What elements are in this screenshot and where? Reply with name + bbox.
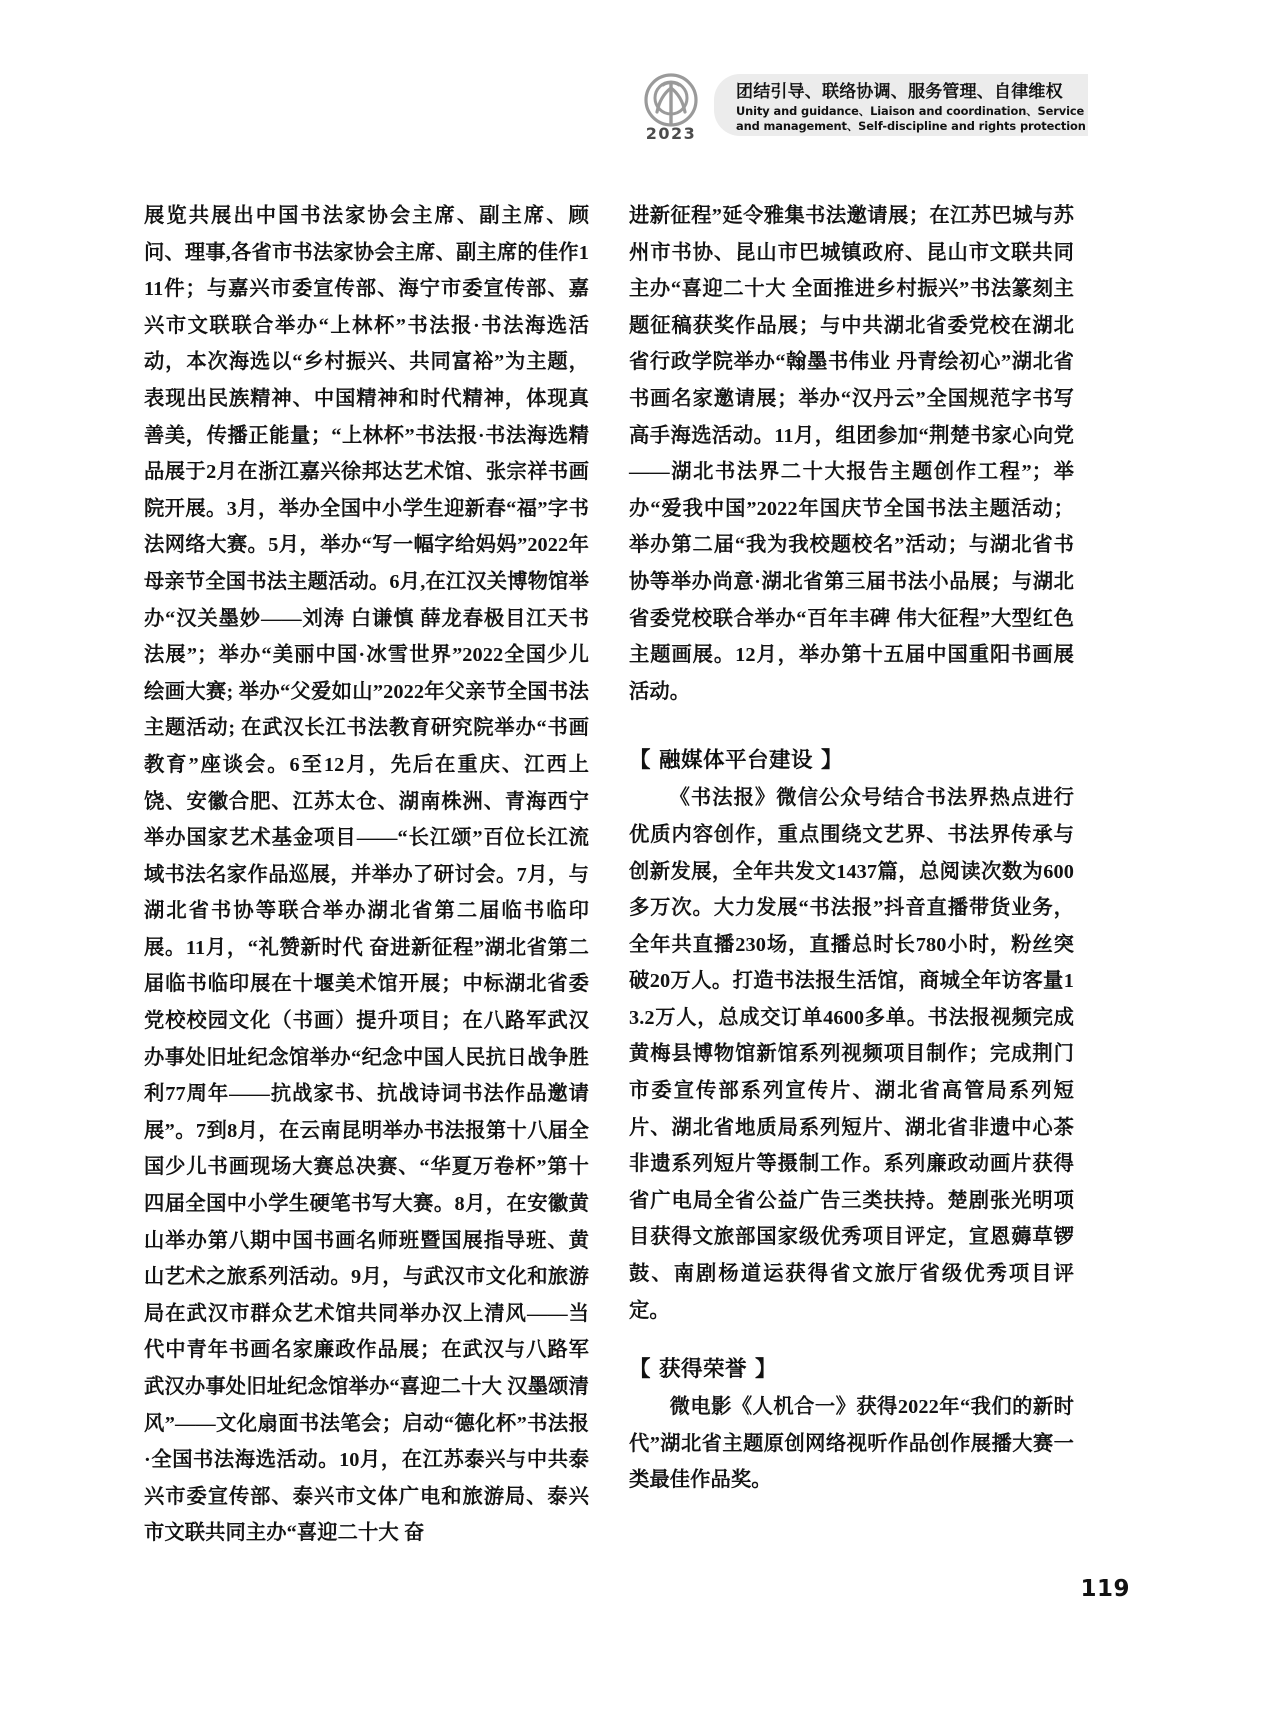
section-heading-media-platform: 【 融媒体平台建设 】: [629, 748, 843, 774]
page-number: 119: [1080, 1576, 1130, 1602]
section-heading-honors: 【 获得荣誉 】: [629, 1357, 777, 1383]
right-column: [629, 198, 1074, 1518]
left-column: [144, 198, 589, 1545]
section-paragraph-media-platform: 《书法报》微信公众号结合书法界热点进行优质内容创作，重点围绕文艺界、书法界传承与创新发展，全年共发文1437篇，总阅读次数为600多万次。大力发展“书法报”抖音直播带货业务，全年共直播230场，直播总时长780小时，粉丝突破20万人。打造书法报生活馆，商城全年访客量13.2万人，总成交订单4600多单。书法报视频完成黄梅县博物馆新馆系列视频项目制作；完成荆门市委宣传部系列宣传片、湖北省高管局系列短片、湖北省地质局系列短片、湖北省非遗中心茶非遗系列短片等摄制工作。系列廉政动画片获得省广电局全省公益广告三类扶持。楚剧张光明项目获得文旅部国家级优秀项目评定，宣恩薅草锣鼓、南剧杨道运获得省文旅厅省级优秀项目评定。: [629, 787, 1074, 1322]
header-slogan-banner: [714, 74, 1088, 136]
header-logo: [628, 74, 714, 150]
slogan-chinese: 团结引导、联络协调、服务管理、自律维权: [736, 82, 1063, 102]
two-column-body: [144, 198, 1074, 1545]
right-column-continued-paragraph: 进新征程”延令雅集书法邀请展；在江苏巴城与苏州市书协、昆山市巴城镇政府、昆山市文联共同主办“喜迎二十大 全面推进乡村振兴”书法篆刻主题征稿获奖作品展；与中共湖北省委党校在湖北省行政学院举办“翰墨书伟业 丹青绘初心”湖北省书画名家邀请展；举办“汉丹云”全国规范字书写高手海选活动。11月，组团参加“荆楚书家心向党——湖北书法界二十大报告主题创作工程”；举办“爱我中国”2022年国庆节全国书法主题活动；举办第二届“我为我校题校名”活动；与湖北省书协等举办尚意·湖北省第三届书法小品展；与湖北省委党校联合举办“百年丰碑 伟大征程”大型红色主题画展。12月，举办第十五届中国重阳书画展活动。: [629, 205, 1074, 703]
left-column-paragraph: 展览共展出中国书法家协会主席、副主席、顾问、理事,各省市书法家协会主席、副主席的佳作111件；与嘉兴市委宣传部、海宁市委宣传部、嘉兴市文联联合举办“上林杯”书法报·书法海选活动，本次海选以“乡村振兴、共同富裕”为主题，表现出民族精神、中国精神和时代精神，体现真善美，传播正能量；“上林杯”书法报·书法海选精品展于2月在浙江嘉兴徐邦达艺术馆、张宗祥书画院开展。3月，举办全国中小学生迎新春“福”字书法网络大赛。5月，举办“写一幅字给妈妈”2022年母亲节全国书法主题活动。6月,在江汉关博物馆举办“汉关墨妙——刘涛 白谦慎 薛龙春极目江天书法展”；举办“美丽中国·冰雪世界”2022全国少儿绘画大赛; 举办“父爱如山”2022年父亲节全国书法主题活动; 在武汉长江书法教育研究院举办“书画教育”座谈会。6至12月，先后在重庆、江西上饶、安徽合肥、江苏太仓、湖南株洲、青海西宁举办国家艺术基金项目——“长江颂”百位长江流域书法名家作品巡展，并举办了研讨会。7月，与湖北省书协等联合举办湖北省第二届临书临印展。11月，“礼赞新时代 奋进新征程”湖北省第二届临书临印展在十堰美术馆开展；中标湖北省委党校校园文化（书画）提升项目；在八路军武汉办事处旧址纪念馆举办“纪念中国人民抗日战争胜利77周年——抗战家书、抗战诗词书法作品邀请展”。7到8月，在云南昆明举办书法报第十八届全国少儿书画现场大赛总决赛、“华夏万卷杯”第十四届全国中小学生硬笔书写大赛。8月，在安徽黄山举办第八期中国书画名师班暨国展指导班、黄山艺术之旅系列活动。9月，与武汉市文化和旅游局在武汉市群众艺术馆共同举办汉上清风——当代中青年书画名家廉政作品展；在武汉与八路军武汉办事处旧址纪念馆举办“喜迎二十大 汉墨颂清风”——文化扇面书法笔会；启动“德化杯”书法报·全国书法海选活动。10月，在江苏泰兴与中共泰兴市委宣传部、泰兴市文体广电和旅游局、泰兴市文联共同主办“喜迎二十大 奋: [144, 205, 589, 1545]
slogan-english-line2: and management、Self-discipline and rights protection: [736, 119, 1086, 134]
slogan-english-line1: Unity and guidance、Liaison and coordination、Service: [736, 104, 1085, 118]
calligraphy-association-logo-icon: [643, 72, 699, 128]
page-header: [628, 74, 1088, 150]
section-paragraph-honors: 微电影《人机合一》获得2022年“我们的新时代”湖北省主题原创网络视听作品创作展播大赛一类最佳作品奖。: [629, 1396, 1074, 1492]
logo-year: 2023: [645, 124, 697, 143]
